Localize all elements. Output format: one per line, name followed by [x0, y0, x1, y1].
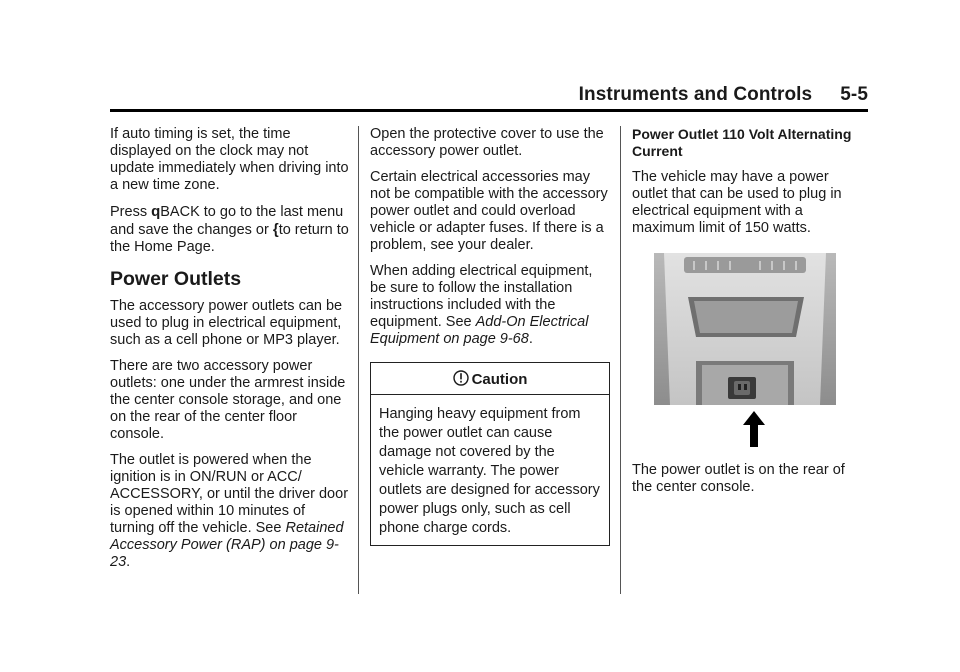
paragraph: There are two accessory power outlets: one under the armrest inside the center console storage, and one on the rear of the center floor console.	[110, 358, 346, 442]
text: .	[528, 331, 533, 347]
column-divider	[620, 126, 621, 594]
text: to return to the Home Page.	[110, 222, 349, 255]
text: Press	[110, 204, 152, 220]
caution-title: Caution	[471, 371, 528, 388]
text: BACK to go to the last menu and save the changes or	[110, 204, 344, 238]
paragraph	[110, 203, 350, 256]
paragraph	[370, 263, 610, 348]
column-1	[110, 126, 350, 580]
column-3	[632, 126, 868, 505]
header-rule	[110, 109, 868, 112]
page-number: 5-5	[840, 84, 868, 105]
paragraph: Open the protective cover to use the accessory power outlet.	[370, 126, 604, 159]
column-2	[370, 126, 610, 546]
paragraph: Certain electrical accessories may not be compatible with the accessory power outlet and could overload vehicle or adapter fuses. If there is a problem, see your dealer.	[370, 169, 608, 253]
console-outlet-image	[654, 253, 836, 405]
chapter-title: Instruments and Controls	[578, 84, 813, 105]
column-divider	[358, 126, 359, 594]
paragraph: The vehicle may have a power outlet that can be used to plug in electrical equipment with a maximum limit of 150 watts.	[632, 169, 842, 236]
caution-header	[371, 363, 609, 395]
home-icon: {	[272, 221, 279, 238]
figure-caption: The power outlet is on the rear of the center console.	[632, 462, 845, 495]
section-title: Power Outlets	[110, 268, 242, 290]
text: The outlet is powered when the ignition is in ON/RUN or ACC/ ACCESSORY, or until the driver door is opened within 10 minutes of turning off the vehicle. See	[110, 452, 349, 536]
text: .	[126, 554, 131, 570]
caution-text: Hanging heavy equipment from the power outlet can cause damage not covered by the vehicle warranty. The power outlets are designed for accessory power plugs only, such as cell phone charge cords.	[379, 406, 600, 536]
paragraph: If auto timing is set, the time displayed on the clock may not update immediately when driving into a new time zone.	[110, 126, 349, 193]
caution-box	[370, 362, 610, 546]
page-header	[110, 84, 868, 106]
paragraph: The accessory power outlets can be used to plug in electrical equipment, such as a cell phone or MP3 player.	[110, 298, 343, 348]
paragraph	[110, 452, 350, 571]
warning-icon	[453, 370, 469, 386]
text: When adding electrical equipment, be sure to follow the installation instructions included with the equipment. See	[370, 263, 593, 330]
cross-reference-link[interactable]: Add-On Electrical Equipment on page 9-68	[370, 314, 589, 347]
arrow-up-icon	[742, 411, 766, 447]
back-arrow-icon: q	[151, 203, 161, 220]
subsection-title: Power Outlet 110 Volt Alternating Current	[632, 126, 852, 159]
cross-reference-link[interactable]: Retained Accessory Power (RAP) on page 9-23	[110, 520, 344, 570]
